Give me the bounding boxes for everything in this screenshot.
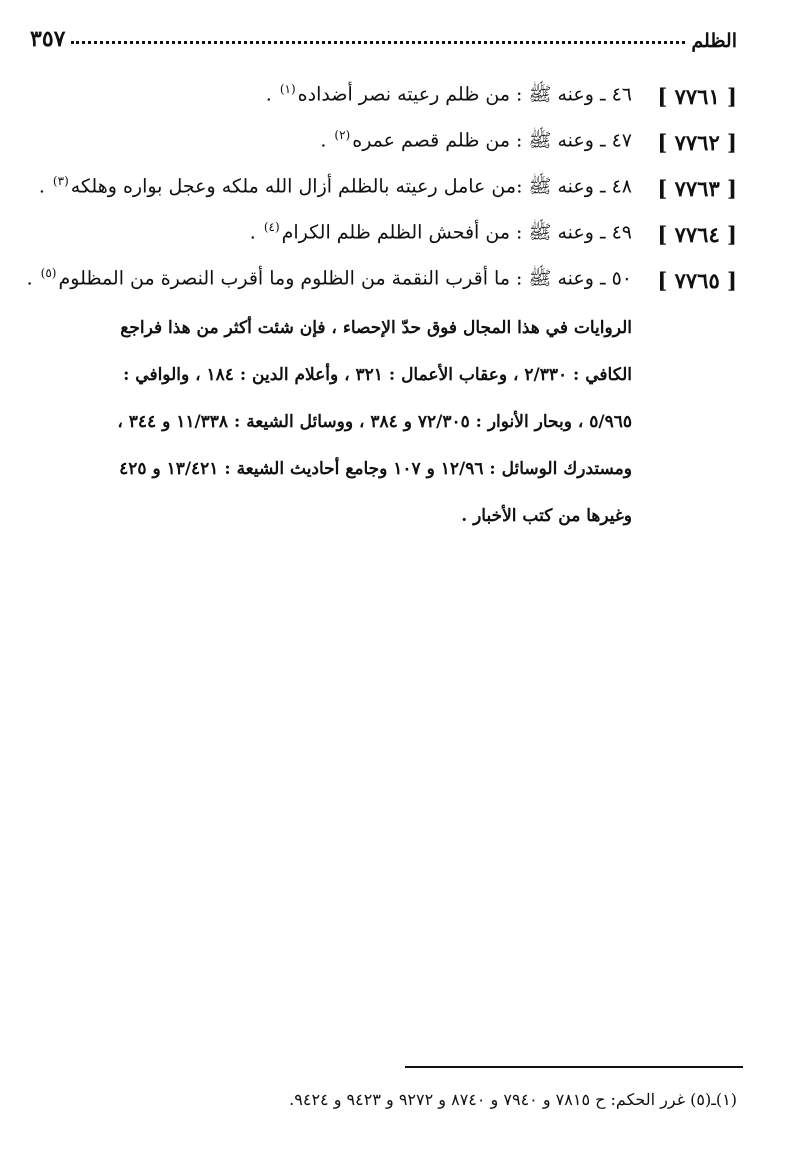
footnote: (١)ـ(٥) غرر الحكم: ح ٧٨١٥ و ٧٩٤٠ و ٨٧٤٠ و ٩٢٧٢ و ٩٤٢٣ و ٩٤٢٤. (289, 1090, 737, 1109)
hadith-text: ٤٩ ـ وعنه ﷺ : من أفحش الظلم ظلم الكرام (281, 221, 632, 244)
hadith-entry (40, 73, 737, 119)
footnote-ref: (٥) (40, 265, 57, 280)
chapter-title: الظلم (691, 30, 737, 52)
page-number: ٣٥٧ (30, 26, 66, 52)
hadith-number: [ ٧٧٦٤ ] (657, 221, 737, 247)
hadith-text-line (320, 128, 632, 156)
hadith-entry (40, 165, 737, 211)
hadith-end: . (249, 221, 262, 244)
hadith-text-line (39, 174, 632, 202)
references-note (40, 305, 632, 540)
hadith-end: . (38, 175, 51, 198)
note-line: وغيرها من كتب الأخبار . (461, 506, 632, 526)
hadith-text: ٥٠ ـ وعنه ﷺ : ما أقرب النقمة من الظلوم وما أقرب النصرة من المظلوم (58, 267, 632, 290)
hadith-text-line (27, 266, 632, 294)
hadith-entry (26, 257, 737, 303)
hadith-text: ٤٦ ـ وعنه ﷺ : من ظلم رعيته نصر أضداده (297, 83, 632, 106)
hadith-number: [ ٧٧٦٥ ] (657, 267, 737, 293)
hadith-number: [ ٧٧٦٢ ] (657, 129, 737, 155)
hadith-text-line (266, 82, 632, 110)
footnote-ref: (٤) (263, 219, 280, 234)
hadith-text-line (250, 220, 632, 248)
hadith-number: [ ٧٧٦٣ ] (657, 175, 737, 201)
hadith-text: ٤٧ ـ وعنه ﷺ : من ظلم قصم عمره (352, 129, 632, 152)
hadith-end: . (320, 129, 333, 152)
hadith-number: [ ٧٧٦١ ] (657, 83, 737, 109)
hadith-entry (40, 211, 737, 257)
running-header (30, 18, 737, 52)
footnote-ref: (٣) (52, 173, 69, 188)
note-line: ٥/٩٦٥ ، وبحار الأنوار : ٧٢/٣٠٥ و ٣٨٤ ، ووسائل الشيعة : ١١/٣٣٨ و ٣٤٤ ، (117, 412, 632, 432)
footnote-separator (405, 1066, 743, 1068)
note-line: الروايات في هذا المجال فوق حدّ الإحصاء ، فإن شئت أكثر من هذا فراجع (120, 318, 632, 338)
note-line: الكافي : ٢/٣٣٠ ، وعقاب الأعمال : ٣٢١ ، وأعلام الدين : ١٨٤ ، والوافي : (123, 365, 632, 385)
hadith-end: . (265, 83, 278, 106)
leader-dots (71, 40, 685, 44)
footnote-ref: (٢) (334, 127, 351, 142)
hadith-entry (40, 119, 737, 165)
hadith-text: ٤٨ ـ وعنه ﷺ :من عامل رعيته بالظلم أزال الله ملكه وعجل بواره وهلكه (70, 175, 632, 198)
note-line: ومستدرك الوسائل : ١٢/٩٦ و ١٠٧ وجامع أحاديث الشيعة : ١٣/٤٢١ و ٤٢٥ (119, 459, 632, 479)
footnote-ref: (١) (279, 81, 296, 96)
hadith-end: . (26, 267, 39, 290)
